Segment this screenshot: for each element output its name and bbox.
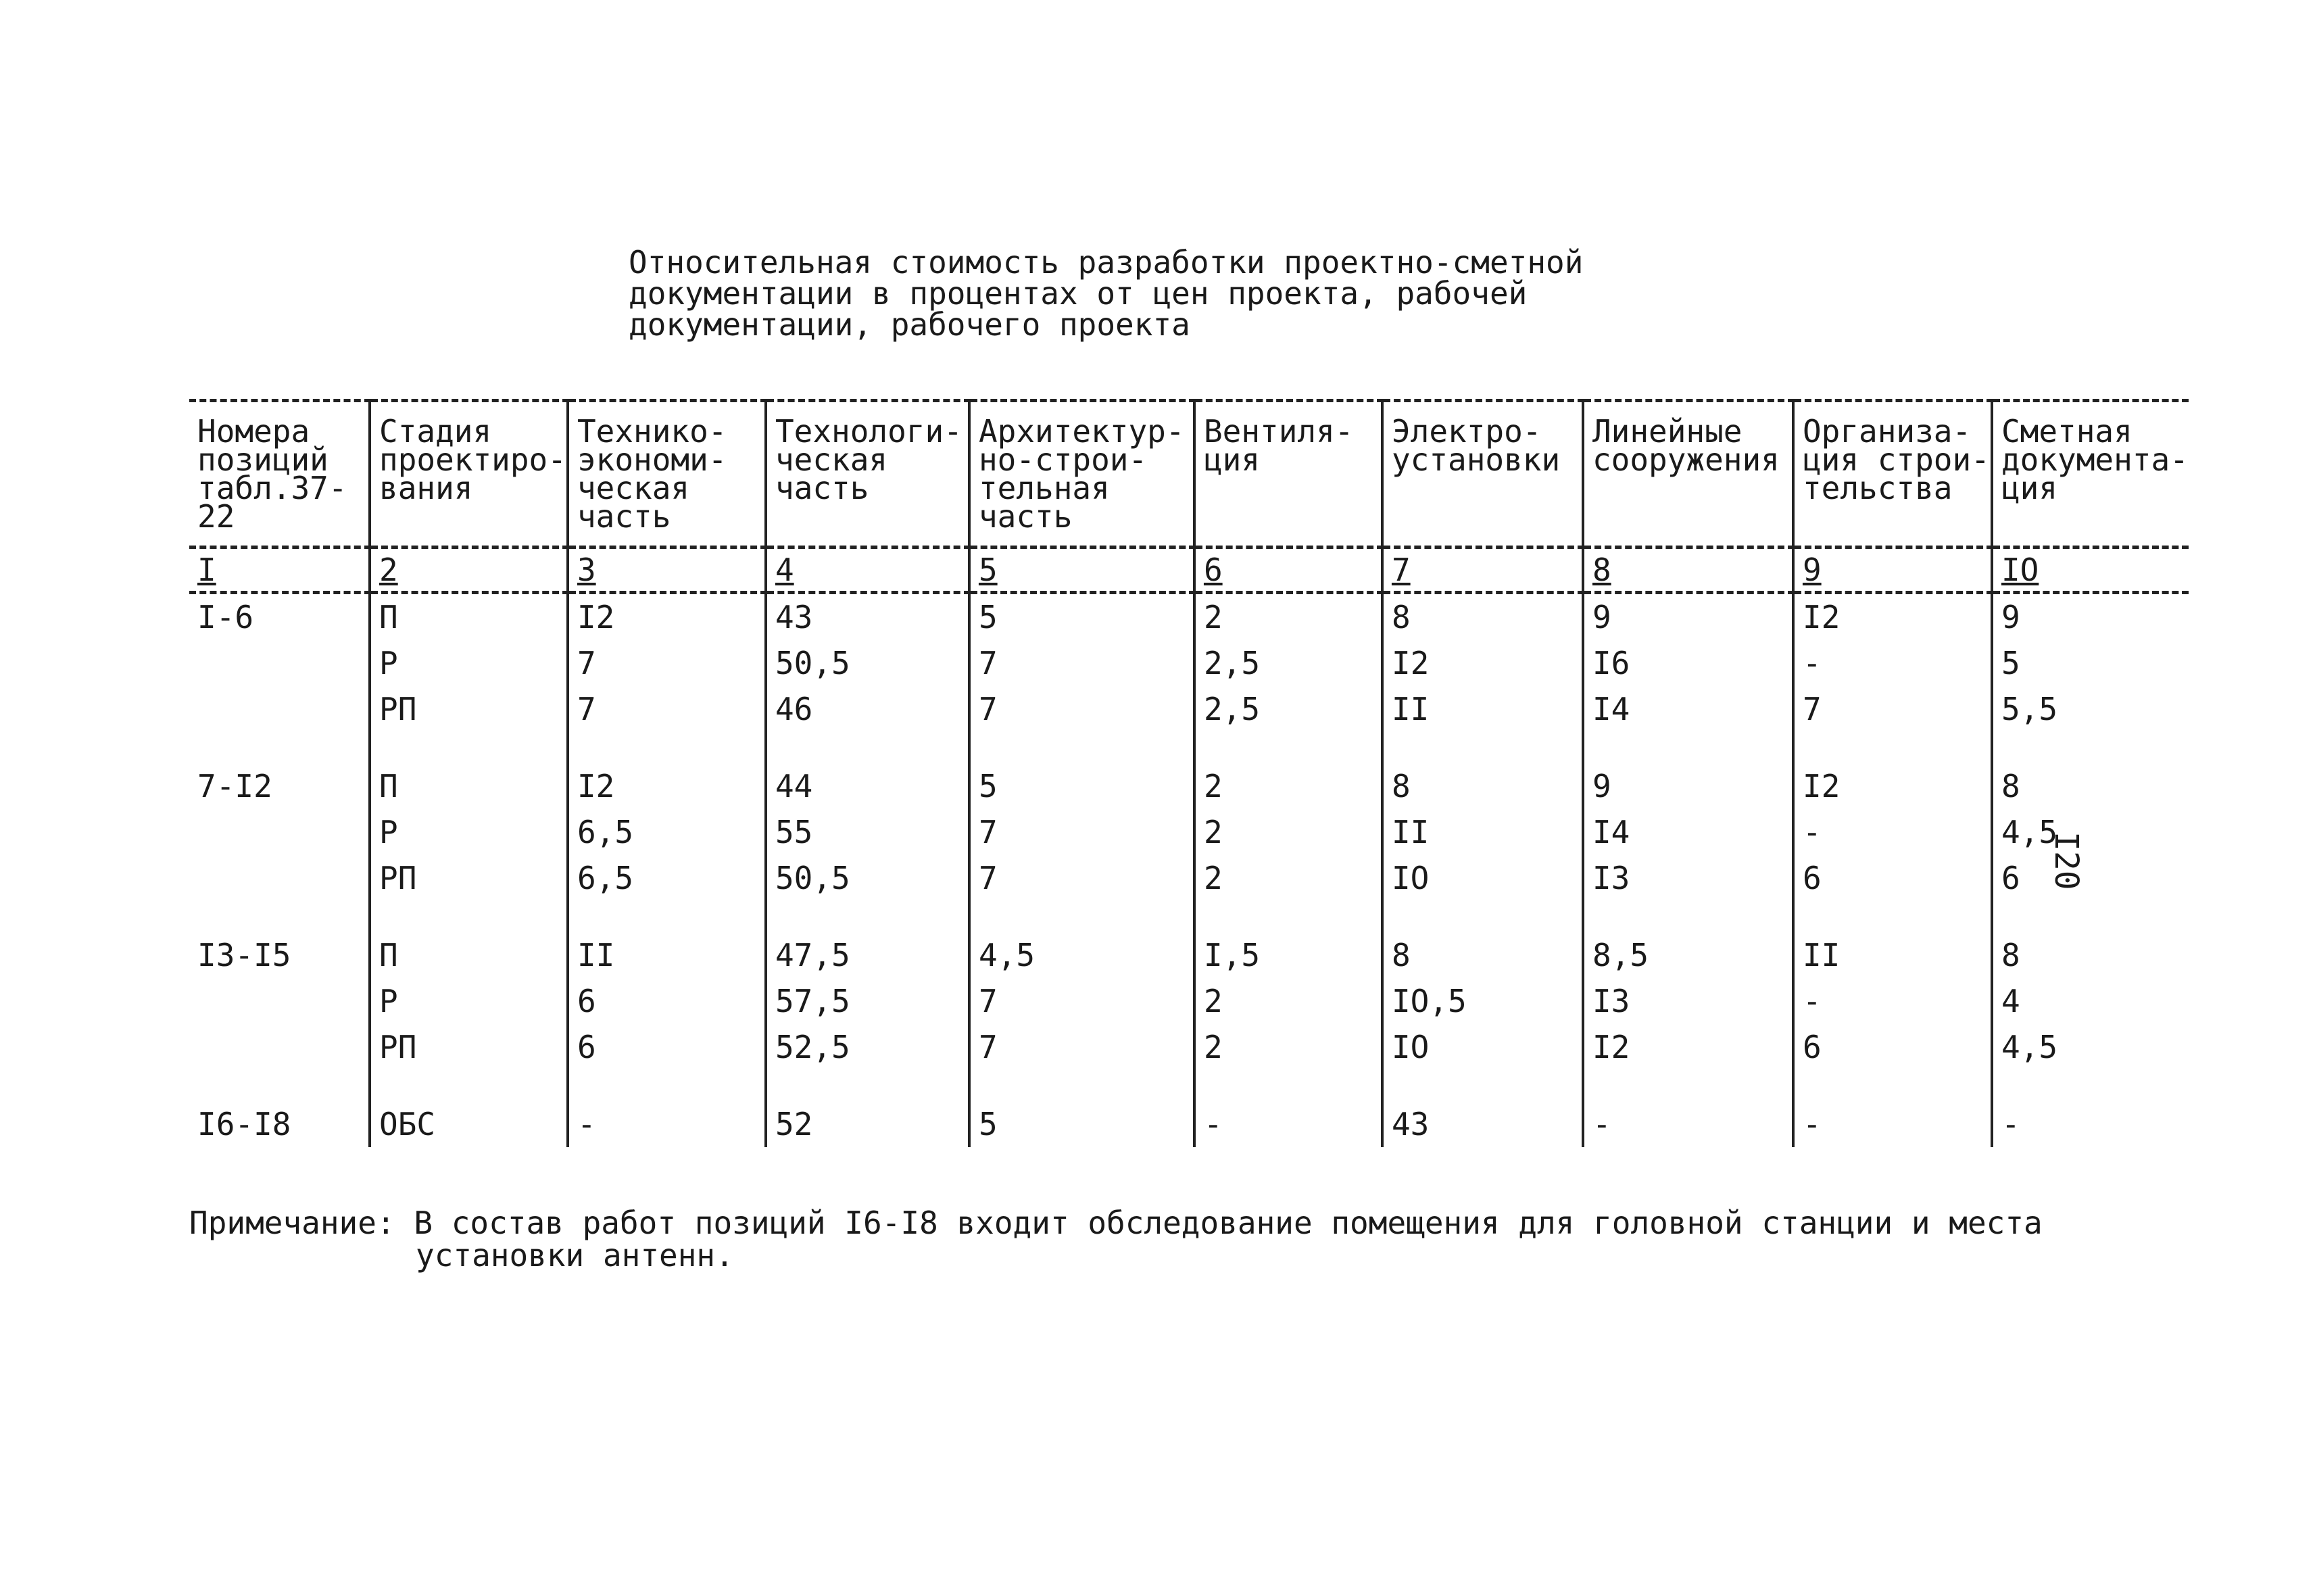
table-cell: 6 [1793,855,1992,901]
column-number: 9 [1793,548,1992,593]
table-cell: 7 [969,855,1194,901]
title-line-1: Относительная стоимость разработки проектно-сметной [629,244,1584,281]
table-cell: 6 [1992,855,2189,901]
table-row [189,809,2189,855]
table-cell: 7 [1793,686,1992,732]
table-cell: 6 [568,978,766,1024]
table-cell: 44 [766,732,969,809]
table-cell: 5 [1992,640,2189,686]
table-cell: 5 [969,1070,1194,1147]
table-cell: 4,5 [1992,809,2189,855]
column-number: 7 [1382,548,1583,593]
table-cell: 5,5 [1992,686,2189,732]
table-cell: I2 [1382,640,1583,686]
table-cell: II [568,901,766,978]
table-cell: 46 [766,686,969,732]
table-cell: 2 [1194,732,1382,809]
column-number: 6 [1194,548,1382,593]
table-row [189,1024,2189,1070]
header-organization: Организа-ция строи-тельства [1793,401,1992,548]
column-number: 3 [568,548,766,593]
table-cell [189,855,370,901]
table-cell: 9 [1992,593,2189,641]
table-cell: I3 [1583,978,1793,1024]
table-row [189,855,2189,901]
table-cell: - [1793,1070,1992,1147]
table-body [189,593,2189,1148]
table-cell: 5 [969,732,1194,809]
table-cell: II [1382,809,1583,855]
table-cell: ОБС [370,1070,568,1147]
table-cell: I2 [568,732,766,809]
table-cell: 2 [1194,1024,1382,1070]
table-row [189,686,2189,732]
header-positions: Номера позиций табл.37-22 [189,401,370,548]
table-cell: П [370,732,568,809]
table-row [189,640,2189,686]
page-number: I20 [2047,831,2085,890]
table-cell: II [1382,686,1583,732]
table-cell: - [1793,809,1992,855]
header-linear: Линейные сооружения [1583,401,1793,548]
table-cell: 52,5 [766,1024,969,1070]
column-number: I [189,548,370,593]
table-cell: 2 [1194,809,1382,855]
column-number: 5 [969,548,1194,593]
table-cell: I3-I5 [197,937,291,973]
table-cell [189,978,370,1024]
table-row [189,732,2189,809]
table-cell: 7 [568,686,766,732]
table-cell: - [568,1070,766,1147]
footnote [189,1207,2043,1272]
table-cell: 7 [969,978,1194,1024]
table-cell: Р [370,640,568,686]
table-cell: 9 [1583,593,1793,641]
table-cell: 6,5 [568,855,766,901]
table-row [189,593,2189,641]
table-cell: I2 [568,593,766,641]
table-cell: IO,5 [1382,978,1583,1024]
table-cell: П [370,901,568,978]
table-cell: Р [370,978,568,1024]
table-cell: 8 [1992,732,2189,809]
table-title [629,244,1584,343]
header-architectural: Архитектур-но-строи-тельная часть [969,401,1194,548]
table-cell: - [1793,640,1992,686]
column-number: 2 [370,548,568,593]
table-cell: РП [370,1024,568,1070]
column-number: IO [1992,548,2189,593]
table-cell [189,640,370,686]
table-cell: 7 [969,640,1194,686]
table-cell [189,1024,370,1070]
table-cell: 6 [568,1024,766,1070]
header-row [189,401,2189,548]
header-electrical: Электро-установки [1382,401,1583,548]
table-cell: IO [1382,1024,1583,1070]
table-cell: 55 [766,809,969,855]
column-number: 4 [766,548,969,593]
header-ventilation: Вентиля-ция [1194,401,1382,548]
table-cell: 43 [1382,1070,1583,1147]
table-cell: I,5 [1194,901,1382,978]
table-cell: 2 [1194,593,1382,641]
table-cell: 8 [1382,732,1583,809]
table-cell: 5 [969,593,1194,641]
footnote-line-1: Примечание: В состав работ позиций I6-I8 входит обследование помещения для головной станции и места [189,1205,2043,1241]
table-row [189,901,2189,978]
table-cell: 8 [1992,901,2189,978]
table-cell: 7-I2 [197,768,272,804]
table-cell: 43 [766,593,969,641]
table-cell: I4 [1583,809,1793,855]
table-cell: II [1793,901,1992,978]
table-cell: 2,5 [1194,686,1382,732]
header-technological: Технологи-ческая часть [766,401,969,548]
table-cell: 8 [1382,593,1583,641]
table-cell: 8,5 [1583,901,1793,978]
table-cell: I2 [1583,1024,1793,1070]
table-cell: 4,5 [969,901,1194,978]
table-cell: - [1194,1070,1382,1147]
table-cell: 9 [1583,732,1793,809]
header-stage: Стадия проектиро-вания [370,401,568,548]
table-cell: I2 [1793,732,1992,809]
table-cell: 50,5 [766,855,969,901]
table-cell: 7 [969,1024,1194,1070]
table-cell: I3 [1583,855,1793,901]
table-cell: РП [370,855,568,901]
title-line-2: документации в процентах от цен проекта, рабочей [629,275,1528,312]
table-cell: I-6 [197,599,254,635]
table-cell: I6 [1583,640,1793,686]
table-row [189,978,2189,1024]
cost-table [189,399,2189,1147]
table-cell: 57,5 [766,978,969,1024]
table-cell: - [1992,1070,2189,1147]
table-cell: 6,5 [568,809,766,855]
table-cell: - [1793,978,1992,1024]
table-cell: I4 [1583,686,1793,732]
table-cell: 2 [1194,855,1382,901]
table-cell: I6-I8 [197,1106,291,1142]
table-cell: 47,5 [766,901,969,978]
footnote-line-2: установки антенн. [416,1237,734,1274]
table-cell: - [1583,1070,1793,1147]
table-cell: 7 [969,686,1194,732]
title-line-3: документации, рабочего проекта [629,306,1190,343]
table-cell: РП [370,686,568,732]
table-cell: П [370,593,568,641]
table-cell: 7 [969,809,1194,855]
column-number-row [189,548,2189,593]
table-cell [189,809,370,855]
table-cell: 7 [568,640,766,686]
table-row [189,1070,2189,1147]
table-cell [189,686,370,732]
table-cell: 6 [1793,1024,1992,1070]
table-cell: 2,5 [1194,640,1382,686]
table-cell: 8 [1382,901,1583,978]
table-cell: IO [1382,855,1583,901]
table-cell: 4,5 [1992,1024,2189,1070]
column-number: 8 [1583,548,1793,593]
table-cell: 50,5 [766,640,969,686]
header-estimate: Сметная документа-ция [1992,401,2189,548]
header-tech-economic: Технико-экономи-ческая часть [568,401,766,548]
table-cell: Р [370,809,568,855]
table-cell: I2 [1793,593,1992,641]
table-cell: 4 [1992,978,2189,1024]
table-cell: 52 [766,1070,969,1147]
table-cell: 2 [1194,978,1382,1024]
